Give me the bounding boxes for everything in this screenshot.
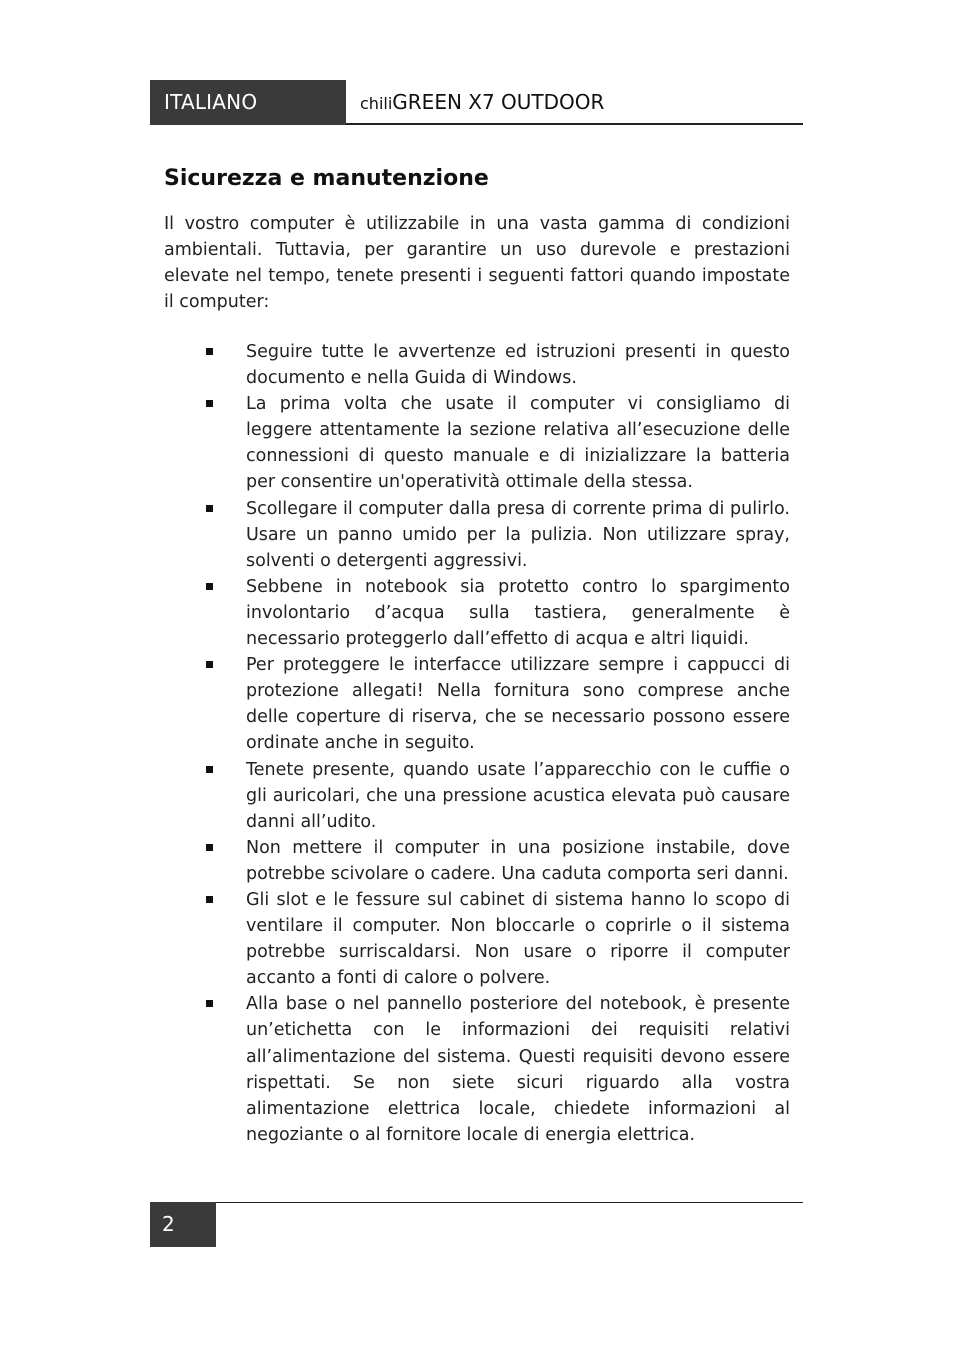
square-bullet-icon: [206, 1000, 213, 1007]
language-label: ITALIANO: [164, 90, 258, 114]
square-bullet-icon: [206, 661, 213, 668]
list-item: [164, 887, 790, 991]
list-item-text: Seguire tutte le avvertenze ed istruzioni presenti in questo documento e nella Guida di Windows.: [246, 342, 790, 389]
list-item-text: Alla base o nel pannello posteriore del notebook, è presente un’etichetta con le informazioni dei requisiti relativi all’alimentazione del sistema. Questi requisiti devono essere rispettati. Se non siete sicuri riguardo alla vostra alimentazione elettrica locale, chiedete informazioni al negoziante o al fornitore locale di energia elettrica.: [246, 994, 790, 1145]
square-bullet-icon: [206, 766, 213, 773]
list-item: [164, 391, 790, 495]
product-name: GREEN X7 OUTDOOR: [392, 90, 605, 114]
list-item-text: Sebbene in notebook sia protetto contro lo spargimento involontario d’acqua sulla tastiera, generalmente è necessario proteggerlo dall’effetto di acqua e altri liquidi.: [246, 576, 790, 650]
list-item: [164, 652, 790, 756]
list-item-text: Non mettere il computer in una posizione instabile, dove potrebbe scivolare o cadere. Una caduta comporta seri danni.: [246, 837, 790, 884]
page-header: [150, 80, 803, 125]
list-item: [164, 574, 790, 652]
section-title: Sicurezza e manutenzione: [164, 166, 489, 191]
list-item: [164, 835, 790, 887]
square-bullet-icon: [206, 896, 213, 903]
list-item-text: Tenete presente, quando usate l’apparecchio con le cuffie o gli auricolari, che una pressione acustica elevata può causare danni all’udito.: [246, 759, 790, 832]
list-item: [164, 496, 790, 574]
list-item: [164, 757, 790, 835]
header-divider: [346, 123, 803, 125]
list-item-text: Per proteggere le interfacce utilizzare sempre i cappucci di protezione allegati! Nella fornitura sono comprese anche delle coperture di riserva, che se necessario possono essere ordinate anche in seguito.: [246, 655, 790, 754]
list-item-text: Scollegare il computer dalla presa di corrente prima di pulirlo. Usare un panno umido per la pulizia. Non utilizzare spray, solventi o detergenti aggressivi.: [246, 498, 790, 571]
square-bullet-icon: [206, 505, 213, 512]
page-number-box: [150, 1202, 216, 1247]
list-item-text: La prima volta che usate il computer vi consigliamo di leggere attentamente la sezione relativa all’esecuzione delle connessioni di questo manuale e di inizializzare la batteria per consentire un'operatività ottimale della stessa.: [246, 394, 790, 493]
footer-divider: [216, 1202, 803, 1203]
product-prefix: chili: [360, 94, 393, 113]
list-item-text: Gli slot e le fessure sul cabinet di sistema hanno lo scopo di ventilare il computer. Non bloccarle o coprirle o il sistema potrebbe surriscaldarsi. Non usare o riporre il computer accanto a fonti di calore o polvere.: [246, 889, 790, 989]
safety-list: [164, 339, 790, 1148]
product-title: [360, 80, 604, 125]
square-bullet-icon: [206, 400, 213, 407]
square-bullet-icon: [206, 583, 213, 590]
square-bullet-icon: [206, 844, 213, 851]
page-footer: [150, 1202, 803, 1247]
list-item: [164, 339, 790, 391]
list-item: [164, 991, 790, 1148]
square-bullet-icon: [206, 348, 213, 355]
intro-paragraph: Il vostro computer è utilizzabile in una vasta gamma di condizioni ambientali. Tuttavia, per garantire un uso durevole e prestazioni elevate nel tempo, tenete presenti i seguenti fattori quando impostate il computer:: [164, 214, 790, 312]
page-number: 2: [162, 1212, 175, 1236]
language-tab: [150, 80, 346, 125]
